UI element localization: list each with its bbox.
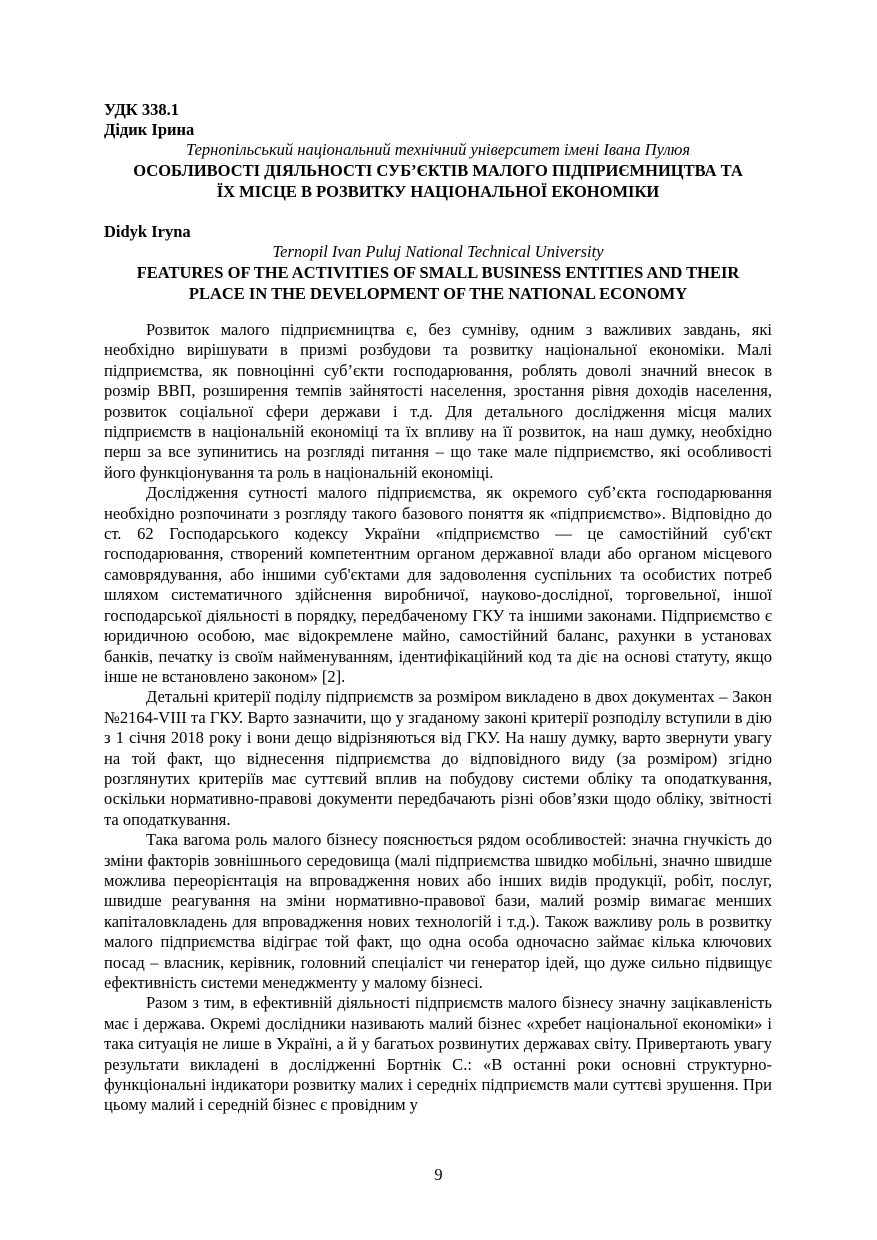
body-paragraph: Детальні критерії поділу підприємств за розміром викладено в двох документах – Закон №2164-VIII та ГКУ. Варто зазначити, що у згаданому законі критерії розподілу вступили в дію з 1 січня 2018 року і вони дещо відрізняються від ГКУ. На нашу думку, варто звернути увагу на той факт, що віднесення підприємства до відповідного виду (за розміром) згідно розглянутих критеріїв має суттєвий вплив на побудову системи обліку та оподаткування, оскільки нормативно-правові документи передбачають різні обов’язки щодо обліку, звітності та оподаткування. <box>104 687 772 829</box>
body-paragraph: Така вагома роль малого бізнесу пояснюється рядом особливостей: значна гнучкість до зміни факторів зовнішнього середовища (малі підприємства швидко мобільні, значно швидше можлива переорієнтація на впровадження нових або інших видів продукції, робіт, послуг, швидше реагування на зміни нормативно-правової бази, малий розмір вимагає менших капіталовкладень для впровадження нових технологій і т.д.). Також важливу роль в розвитку малого підприємства відіграє той факт, що одна особа одночасно займає кілька ключових посад – власник, керівник, головний спеціаліст чи генератор ідей, що дуже сильно підвищує ефективність системи менеджменту у малому бізнесі. <box>104 830 772 992</box>
body-paragraph: Розвиток малого підприємництва є, без сумніву, одним з важливих завдань, які необхідно вирішувати в призмі розбудови та розвитку національної економіки. Малі підприємства, як повноцінні суб’єкти господарювання, роблять доволі значний внесок в розмір ВВП, розширення темпів зайнятості населення, зростання рівня доходів населення, розвиток соціальної сфери держави і т.д. Для детального дослідження місця малих підприємств в національній економіці та їх впливу на її розвиток, на наш думку, необхідно перш за все зупинитись на розгляді питання – що таке мале підприємство, які особливості його функціонування та роль в національній економіці. <box>104 320 772 482</box>
article-body <box>104 320 772 1116</box>
article-title-ua-line2: ЇХ МІСЦЕ В РОЗВИТКУ НАЦІОНАЛЬНОЇ ЕКОНОМІКИ <box>216 182 660 201</box>
body-paragraph: Дослідження сутності малого підприємства, як окремого суб’єкта господарювання необхідно розпочинати з розгляду такого базового поняття як «підприємство». Відповідно до ст. 62 Господарського кодексу України «підприємство — це самостійний суб'єкт господарювання, створений компетентним органом державної влади або органом місцевого самоврядування, або іншими суб'єктами для задоволення суспільних та особистих потреб шляхом систематичного здійснення виробничої, науково-дослідної, торговельної, іншої господарської діяльності в порядку, передбаченому ГКУ та іншими законами. Підприємство є юридичною особою, має відокремлене майно, самостійний баланс, рахунки в установах банків, печатку із своїм найменуванням, ідентифікаційний код та діє на основі статуту, якщо інше не встановлено законом» [2]. <box>104 483 772 686</box>
affiliation-ua: Тернопільський національний технічний університет імені Івана Пулюя <box>185 140 690 159</box>
article-title-en-line1: FEATURES OF THE ACTIVITIES OF SMALL BUSINESS ENTITIES AND THEIR <box>136 263 740 282</box>
body-paragraph: Разом з тим, в ефективній діяльності підприємств малого бізнесу значну зацікавленість має і держава. Окремі дослідники називають малий бізнес «хребет національної економіки» і така ситуація не лише в Україні, а й у багатьох розвинутих державах світу. Привертають увагу результати викладені в дослідженні Бортнік С.: «В останні роки основні структурно-функціональні індикатори розвитку малих і середніх підприємств мали суттєві зрушення. При цьому малий і середній бізнес є провідним у <box>104 993 772 1115</box>
page-number: 9 <box>434 1165 443 1184</box>
article-title-ua <box>104 160 772 202</box>
affiliation-en: Ternopil Ivan Puluj National Technical University <box>272 242 604 261</box>
udc-code: УДК 338.1 <box>104 100 180 119</box>
article-title-ua-line1: ОСОБЛИВОСТІ ДІЯЛЬНОСТІ СУБ’ЄКТІВ МАЛОГО ПІДПРИЄМНИЦТВА ТА <box>133 161 743 180</box>
article-title-en-line2: PLACE IN THE DEVELOPMENT OF THE NATIONAL ECONOMY <box>188 284 688 303</box>
author-name-ua: Дідик Ірина <box>104 120 195 139</box>
article-title-en <box>104 262 772 304</box>
article-page <box>104 100 772 1116</box>
author-name-en: Didyk Iryna <box>104 222 191 241</box>
